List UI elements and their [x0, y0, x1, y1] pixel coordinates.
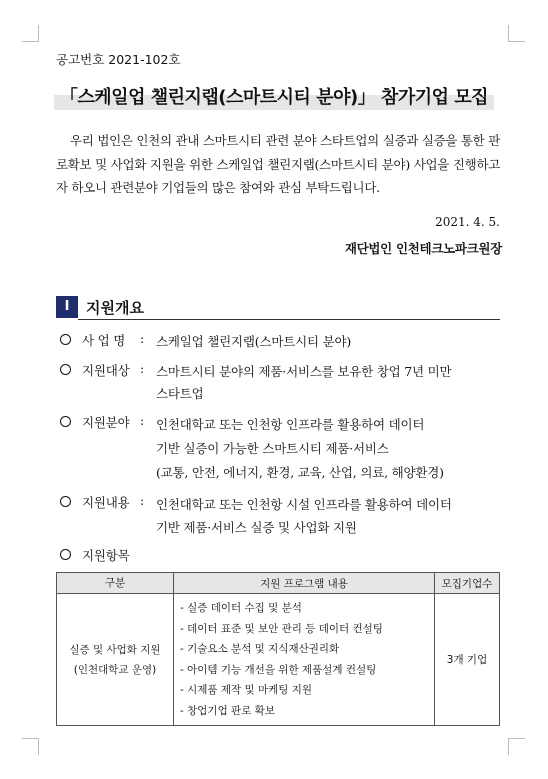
- table-cell-category: [57, 594, 174, 726]
- circle-bullet-icon: [60, 364, 71, 375]
- program-item: - 실증 데이터 수집 및 분석: [180, 598, 434, 619]
- circle-bullet-icon: [60, 496, 71, 507]
- item-value: [156, 361, 501, 405]
- program-list: [174, 594, 434, 725]
- item-colon: :: [140, 493, 145, 508]
- table-header-program: 지원 프로그램 내용: [174, 573, 435, 594]
- category-line-1: 실증 및 사업화 지원: [69, 643, 161, 656]
- notice-number: 공고번호 2021-102호: [56, 52, 181, 67]
- organization-name: 재단법인 인천테크노파크원장: [344, 241, 502, 256]
- item-label: 지원대상: [82, 363, 130, 378]
- item-label: 사 업 명: [82, 333, 126, 348]
- item-label: 지원분야: [82, 415, 130, 430]
- document-title: 「스케일업 챌린지랩(스마트시티 분야)」 참가기업 모집: [54, 83, 494, 110]
- program-item: - 데이터 표준 및 보안 관리 등 데이터 컨설팅: [180, 619, 434, 640]
- crop-mark-bottom-right: [508, 738, 525, 755]
- category-line-2: (인천대학교 운영): [73, 663, 157, 676]
- item-label: 지원항목: [82, 548, 130, 563]
- item-value-line2: 스타트업: [156, 386, 204, 401]
- table-header-count: 모집기업수: [435, 573, 500, 594]
- item-colon: :: [140, 413, 145, 428]
- program-item: - 아이템 기능 개선을 위한 제품설계 컨설팅: [180, 660, 434, 681]
- item-value-line2: 기반 실증이 가능한 스마트시티 제품·서비스: [156, 441, 389, 456]
- item-colon: :: [140, 331, 145, 346]
- item-value-line3: (교통, 안전, 에너지, 환경, 교육, 산업, 의료, 해양환경): [156, 465, 444, 480]
- section-rule: [78, 319, 500, 320]
- item-colon: :: [140, 361, 145, 376]
- intro-paragraph: [56, 129, 500, 200]
- title-block: [0, 83, 548, 110]
- circle-bullet-icon: [60, 549, 71, 560]
- item-value-line1: 인천대학교 또는 인천항 인프라를 활용하여 데이터: [156, 417, 425, 432]
- support-table: [56, 572, 500, 726]
- table-row: [57, 594, 500, 726]
- program-item: - 시제품 제작 및 마케팅 지원: [180, 680, 434, 701]
- crop-mark-top-left: [22, 25, 39, 42]
- table-header-category: 구분: [57, 573, 174, 594]
- item-value: 스케일업 챌린지랩(스마트시티 분야): [156, 334, 352, 349]
- intro-text: 우리 법인은 인천의 관내 스마트시티 관련 분야 스타트업의 실증과 실증을 통한 판로확보 및 사업화 지원을 위한 스케일업 챌린지랩(스마트시티 분야) 사업을 진행하고자 하오니 관련분야 기업들의 많은 참여와 관심 부탁드립니다.: [56, 133, 500, 195]
- item-value-line1: 인천대학교 또는 인천항 시설 인프라를 활용하여 데이터: [156, 497, 452, 512]
- item-value-line1: 스마트시티 분야의 제품·서비스를 보유한 창업 7년 미만: [156, 364, 452, 379]
- item-value-line2: 기반 제품·서비스 실증 및 사업화 지원: [156, 520, 357, 535]
- crop-mark-bottom-left: [22, 738, 39, 755]
- crop-mark-top-right: [508, 25, 525, 42]
- circle-bullet-icon: [60, 416, 71, 427]
- item-value: [156, 493, 501, 539]
- program-item: - 창업기업 판로 확보: [180, 701, 434, 722]
- item-label: 지원내용: [82, 495, 130, 510]
- table-cell-programs: [174, 594, 435, 726]
- circle-bullet-icon: [60, 334, 71, 345]
- section-number: I: [56, 296, 78, 318]
- section-heading: [56, 296, 500, 318]
- program-item: - 기술요소 분석 및 지식재산권리화: [180, 639, 434, 660]
- notice-date: 2021. 4. 5.: [435, 215, 500, 229]
- section-title: 지원개요: [86, 299, 144, 317]
- table-cell-count: 3개 기업: [435, 594, 500, 726]
- table-header-row: [57, 573, 500, 594]
- item-value: [156, 413, 501, 485]
